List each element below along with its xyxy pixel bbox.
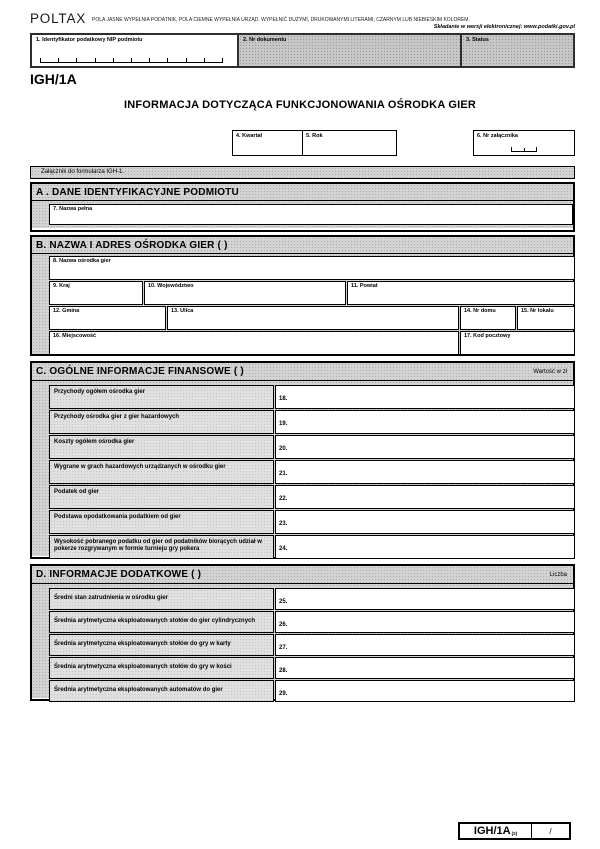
street-label: 13. Ulica — [171, 308, 194, 314]
quarter-label: 4. Kwartał — [236, 132, 262, 139]
row-label: Średnia arytmetyczna eksploatowanych stołów do gier cylindrycznych — [49, 611, 274, 633]
commune-label: 12. Gmina — [53, 308, 80, 314]
amount-field[interactable] — [275, 435, 575, 459]
centre-name-field[interactable] — [49, 256, 575, 280]
postal-code-label: 17. Kod pocztowy — [464, 333, 511, 339]
voivodeship-field[interactable] — [144, 281, 346, 305]
number-field[interactable] — [275, 634, 575, 656]
table-row — [49, 460, 575, 484]
row-label: Średnia arytmetyczna eksploatowanych automatów do gier — [49, 680, 274, 702]
section-a-header — [32, 184, 573, 201]
table-row — [49, 611, 575, 633]
form-title: INFORMACJA DOTYCZĄCA FUNKCJONOWANIA OŚRODKA GIER — [123, 99, 477, 111]
centre-name-label: 8. Nazwa ośrodka gier — [53, 258, 111, 264]
section-a-body — [32, 201, 573, 228]
attachment-number-label: 6. Nr załącznika — [477, 132, 518, 139]
footer-page-slash: / — [549, 826, 552, 836]
table-row — [49, 588, 575, 610]
city-label: 16. Miejscowość — [53, 333, 97, 339]
amount-field[interactable] — [275, 385, 575, 409]
footer-page-field[interactable] — [531, 824, 569, 838]
row-label: Podatek od gier — [49, 485, 274, 509]
row-label: Wysokość pobranego podatku od gier od podatników biorących udział w pokerze rozgrywanym w formie turnieju gry pokera — [49, 535, 274, 559]
field-number: 27. — [279, 645, 288, 651]
section-a — [30, 182, 575, 232]
table-row — [49, 680, 575, 702]
postal-code-field[interactable] — [460, 331, 575, 355]
year-field[interactable] — [303, 131, 396, 155]
quarter-field[interactable] — [233, 131, 303, 155]
status-field — [460, 35, 573, 66]
nip-label: 1. Identyfikator podatkowy NIP podmiotu — [36, 37, 143, 43]
footer-form-code-box — [458, 822, 571, 840]
attachment-note: Załącznik do formularza IGH-1. — [30, 166, 575, 179]
row-label: Średnia arytmetyczna eksploatowanych stołów do gry w kości — [49, 657, 274, 679]
row-label: Koszty ogółem ośrodka gier — [49, 435, 274, 459]
commune-field[interactable] — [49, 306, 166, 330]
number-field[interactable] — [275, 680, 575, 702]
status-label: 3. Status — [466, 37, 489, 43]
row-label: Średnia arytmetyczna eksploatowanych stołów do gry w karty — [49, 634, 274, 656]
county-field[interactable] — [347, 281, 575, 305]
efiling-note: Składanie w wersji elektronicznej: www.podatki.gov.pl — [433, 24, 575, 30]
table-row — [49, 385, 575, 409]
country-label: 9. Kraj — [53, 283, 70, 289]
city-field[interactable] — [49, 331, 459, 355]
country-field[interactable] — [49, 281, 143, 305]
section-a-title: A . DANE IDENTYFIKACYJNE PODMIOTU — [36, 186, 239, 198]
field-number: 23. — [279, 521, 288, 527]
row-label: Wygrane w grach hazardowych urządzanych w ośrodku gier — [49, 460, 274, 484]
row-label: Przychody ogółem ośrodka gier — [49, 385, 274, 409]
county-label: 11. Powiat — [351, 283, 378, 289]
table-row — [49, 410, 575, 434]
nip-field[interactable] — [32, 35, 237, 66]
document-number-label: 2. Nr dokumentu — [243, 37, 287, 43]
header-fields-row — [30, 33, 575, 68]
amount-field[interactable] — [275, 510, 575, 534]
field-number: 28. — [279, 668, 288, 674]
field-number: 22. — [279, 496, 288, 502]
flat-number-field[interactable] — [517, 306, 575, 330]
section-b-title: B. NAZWA I ADRES OŚRODKA GIER ( ) — [36, 239, 228, 251]
row-label: Podstawa opodatkowania podatkiem od gier — [49, 510, 274, 534]
number-field[interactable] — [275, 588, 575, 610]
fill-instructions: POLA JASNE WYPEŁNIA PODATNIK, POLA CIEMNE WYPEŁNIA URZĄD. WYPEŁNIĆ DUŻYMI, DRUKOWANYMI LITERAMI, CZARNYM LUB NIEBIESKIM KOLOREM. — [92, 17, 470, 23]
row-label: Średni stan zatrudnienia w ośrodku gier — [49, 588, 274, 610]
field-number: 24. — [279, 546, 288, 552]
section-c — [30, 361, 575, 559]
section-b-header — [32, 237, 573, 254]
form-symbol: IGH/1A — [30, 71, 77, 87]
financial-rows — [49, 385, 575, 559]
field-number: 29. — [279, 691, 288, 697]
footer-form-code-text: IGH/1A — [473, 825, 511, 837]
voivodeship-label: 10. Województwo — [148, 283, 194, 289]
section-d-title: D. INFORMACJE DODATKOWE ( ) — [36, 569, 202, 580]
footer-form-code-note: (2) — [511, 831, 518, 836]
full-name-field[interactable] — [49, 204, 573, 225]
section-c-header — [32, 363, 573, 381]
amount-field[interactable] — [275, 460, 575, 484]
section-d-unit: Liczba — [549, 571, 567, 578]
section-d — [30, 564, 575, 701]
field-number: 21. — [279, 471, 288, 477]
full-name-label: 7. Nazwa pełna — [53, 206, 93, 212]
table-row — [49, 657, 575, 679]
nip-character-comb[interactable] — [40, 58, 223, 63]
amount-field[interactable] — [275, 485, 575, 509]
section-c-unit: Wartość w zł — [533, 368, 567, 375]
street-field[interactable] — [167, 306, 459, 330]
section-c-title: C. OGÓLNE INFORMACJE FINANSOWE ( ) — [36, 366, 244, 377]
house-number-field[interactable] — [460, 306, 516, 330]
section-b — [30, 235, 575, 356]
table-row — [49, 634, 575, 656]
section-b-body — [32, 254, 573, 354]
document-number-field — [237, 35, 460, 66]
section-c-body — [32, 381, 573, 556]
additional-info-rows — [49, 588, 575, 702]
table-row — [49, 535, 575, 559]
table-row — [49, 485, 575, 509]
field-number: 20. — [279, 446, 288, 452]
field-number: 26. — [279, 622, 288, 628]
row-label: Przychody ośrodka gier z gier hazardowych — [49, 410, 274, 434]
section-d-body — [32, 584, 573, 698]
attachment-number-comb[interactable] — [511, 147, 537, 152]
number-field[interactable] — [275, 657, 575, 679]
field-number: 19. — [279, 421, 288, 427]
field-number: 18. — [279, 396, 288, 402]
table-row — [49, 435, 575, 459]
footer-form-code — [460, 824, 531, 838]
period-fields — [232, 130, 397, 156]
field-number: 25. — [279, 599, 288, 605]
attachment-number-field[interactable] — [473, 130, 575, 156]
section-d-header — [32, 566, 573, 584]
table-row — [49, 510, 575, 534]
house-number-label: 14. Nr domu — [464, 308, 496, 314]
number-field[interactable] — [275, 611, 575, 633]
address-grid — [49, 256, 575, 355]
year-label: 5. Rok — [306, 132, 323, 139]
amount-field[interactable] — [275, 535, 575, 559]
amount-field[interactable] — [275, 410, 575, 434]
flat-number-label: 15. Nr lokalu — [521, 308, 554, 314]
poltax-logo: POLTAX — [30, 11, 87, 26]
